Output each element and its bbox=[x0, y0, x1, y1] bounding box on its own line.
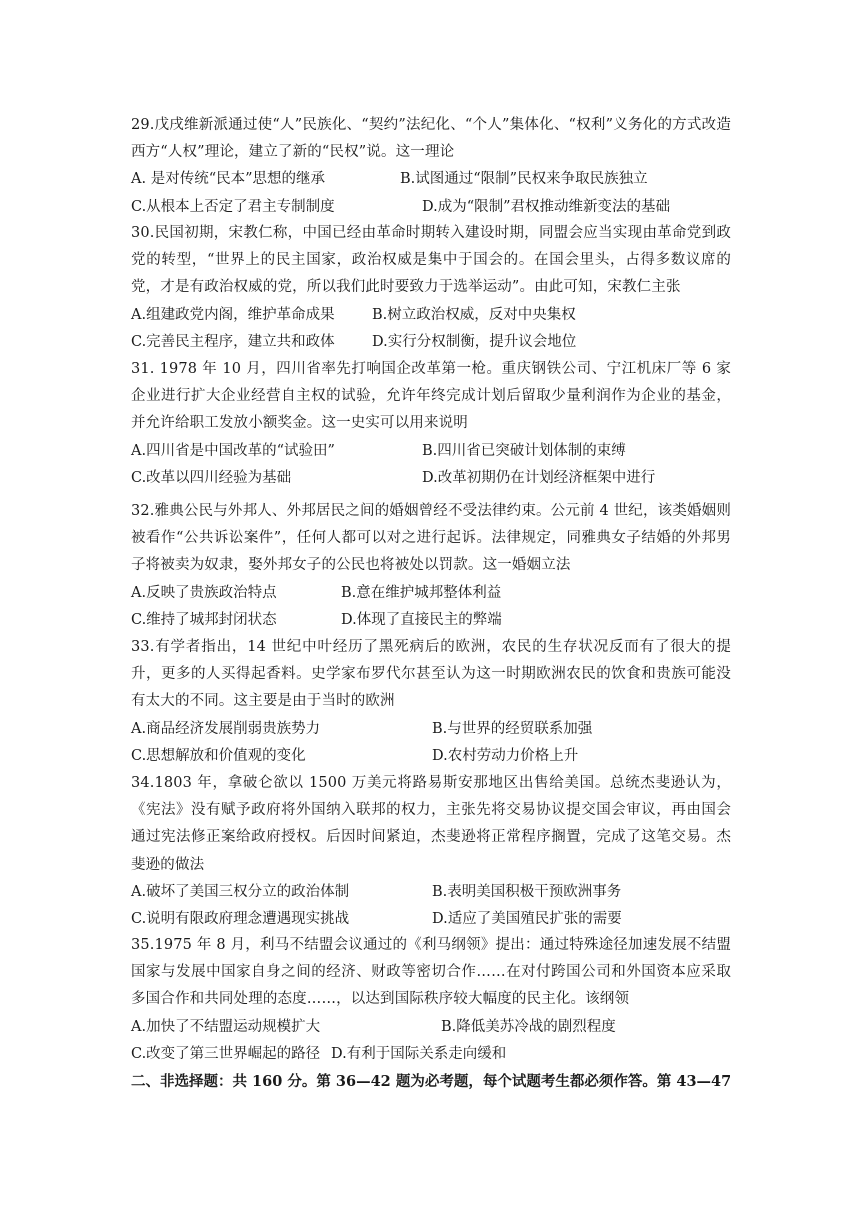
option-d: D.改革初期仍在计划经济框架中进行 bbox=[422, 469, 656, 486]
option-c: C.思想解放和价值观的变化 bbox=[131, 747, 306, 764]
options-row bbox=[131, 716, 731, 743]
options-row bbox=[131, 1014, 731, 1041]
options-row bbox=[131, 329, 731, 356]
option-a: A. 是对传统“民本”思想的继承 bbox=[131, 171, 326, 188]
option-b: B.降低美苏冷战的剧烈程度 bbox=[441, 1018, 616, 1035]
option-b: B.表明美国积极干预欧洲事务 bbox=[432, 883, 622, 900]
options-row bbox=[131, 879, 731, 906]
question-stem: 30.民国初期，宋教仁称，中国已经由革命时期转入建设时期，同盟会应当实现由革命党到政党的转型，“世界上的民主国家，政治权威是集中于国会的。在国会里头，占得多数议席的党，才是有政治权威的党，所以我们此时要致力于选举运动”。由此可知，宋教仁主张 bbox=[131, 225, 731, 296]
options-row bbox=[131, 302, 731, 329]
option-a: A.破坏了美国三权分立的政治体制 bbox=[131, 883, 350, 900]
option-b: B.意在维护城邦整体利益 bbox=[341, 584, 502, 601]
options-row bbox=[131, 580, 731, 607]
question-stem: 31. 1978 年 10 月，四川省率先打响国企改革第一枪。重庆钢铁公司、宁江机床厂等 6 家企业进行扩大企业经营自主权的试验，允许年终完成计划后留取少量利润作为企业的基金，并允许给职工发放小额奖金。这一史实可以用来说明 bbox=[131, 361, 731, 432]
option-c: C.完善民主程序，建立共和政体 bbox=[131, 333, 335, 350]
option-d: D.实行分权制衡，提升议会地位 bbox=[372, 333, 577, 350]
question-30 bbox=[131, 220, 731, 356]
option-b: B.四川省已突破计划体制的束缚 bbox=[422, 442, 626, 459]
option-a: A.反映了贵族政治特点 bbox=[131, 584, 277, 601]
option-d: D.体现了直接民主的弊端 bbox=[341, 611, 502, 628]
question-35 bbox=[131, 932, 731, 1068]
question-33 bbox=[131, 634, 731, 770]
section-heading: 二、非选择题：共 160 分。第 36—42 题为必考题，每个试题考生都必须作答。第 43—47 bbox=[131, 1073, 732, 1090]
option-c: C.改变了第三世界崛起的路径 bbox=[131, 1045, 321, 1062]
options-row bbox=[131, 906, 731, 933]
options-row bbox=[131, 465, 731, 492]
option-c: C.维持了城邦封闭状态 bbox=[131, 611, 277, 628]
question-stem: 32.雅典公民与外邦人、外邦居民之间的婚姻曾经不受法律约束。公元前 4 世纪，该类婚姻则被看作“公共诉讼案件”，任何人都可以对之进行起诉。法律规定，同雅典女子结婚的外邦男子将被卖为奴隶，娶外邦女子的公民也将被处以罚款。这一婚姻立法 bbox=[131, 503, 731, 574]
option-a: A.四川省是中国改革的“试验田” bbox=[131, 442, 335, 459]
question-32 bbox=[131, 498, 731, 634]
options-row bbox=[131, 1041, 731, 1068]
question-stem: 29.戊戌维新派通过使“人”民族化、“契约”法纪化、“个人”集体化、“权利”义务化的方式改造西方“人权”理论，建立了新的“民权”说。这一理论 bbox=[131, 117, 731, 161]
option-d: D.成为“限制”君权推动维新变法的基础 bbox=[422, 198, 671, 215]
option-b: B.与世界的经贸联系加强 bbox=[432, 720, 593, 737]
question-stem: 34.1803 年，拿破仑欲以 1500 万美元将路易斯安那地区出售给美国。总统杰斐逊认为，《宪法》没有赋予政府将外国纳入联邦的权力，主张先将交易协议提交国会审议，再由国会通过宪法修正案给政府授权。后因时间紧迫，杰斐逊将正常程序搁置，完成了这笔交易。杰斐逊的做法 bbox=[131, 775, 731, 873]
question-31 bbox=[131, 356, 731, 492]
question-34 bbox=[131, 770, 731, 933]
option-c: C.改革以四川经验为基础 bbox=[131, 469, 292, 486]
question-29 bbox=[131, 112, 731, 221]
options-row bbox=[131, 607, 731, 634]
option-c: C.说明有限政府理念遭遇现实挑战 bbox=[131, 911, 350, 927]
option-d: D.有利于国际关系走向缓和 bbox=[331, 1045, 507, 1062]
options-row bbox=[131, 743, 731, 770]
option-a: A.组建政党内阁，维护革命成果 bbox=[131, 306, 335, 323]
options-row bbox=[131, 194, 731, 221]
options-row bbox=[131, 166, 731, 193]
option-b: B.树立政治权威，反对中央集权 bbox=[372, 306, 576, 323]
question-stem: 33.有学者指出，14 世纪中叶经历了黑死病后的欧洲，农民的生存状况反而有了很大的提升，更多的人买得起香料。史学家布罗代尔甚至认为这一时期欧洲农民的饮食和贵族可能没有太大的不同。这主要是由于当时的欧洲 bbox=[131, 639, 731, 710]
option-d: D.农村劳动力价格上升 bbox=[432, 747, 579, 764]
option-a: A.商品经济发展削弱贵族势力 bbox=[131, 720, 321, 737]
options-row bbox=[131, 438, 731, 465]
option-a: A.加快了不结盟运动规模扩大 bbox=[131, 1018, 321, 1035]
question-stem: 35.1975 年 8 月，利马不结盟会议通过的《利马纲领》提出：通过特殊途径加速发展不结盟国家与发展中国家自身之间的经济、财政等密切合作……在对付跨国公司和外国资本应采取多国合作和共同处理的态度……，以达到国际秩序较大幅度的民主化。该纲领 bbox=[131, 937, 731, 1008]
option-b: B.试图通过“限制”民权来争取民族独立 bbox=[400, 171, 648, 188]
option-d: D.适应了美国殖民扩张的需要 bbox=[432, 911, 622, 927]
option-c: C.从根本上否定了君主专制制度 bbox=[131, 198, 335, 215]
